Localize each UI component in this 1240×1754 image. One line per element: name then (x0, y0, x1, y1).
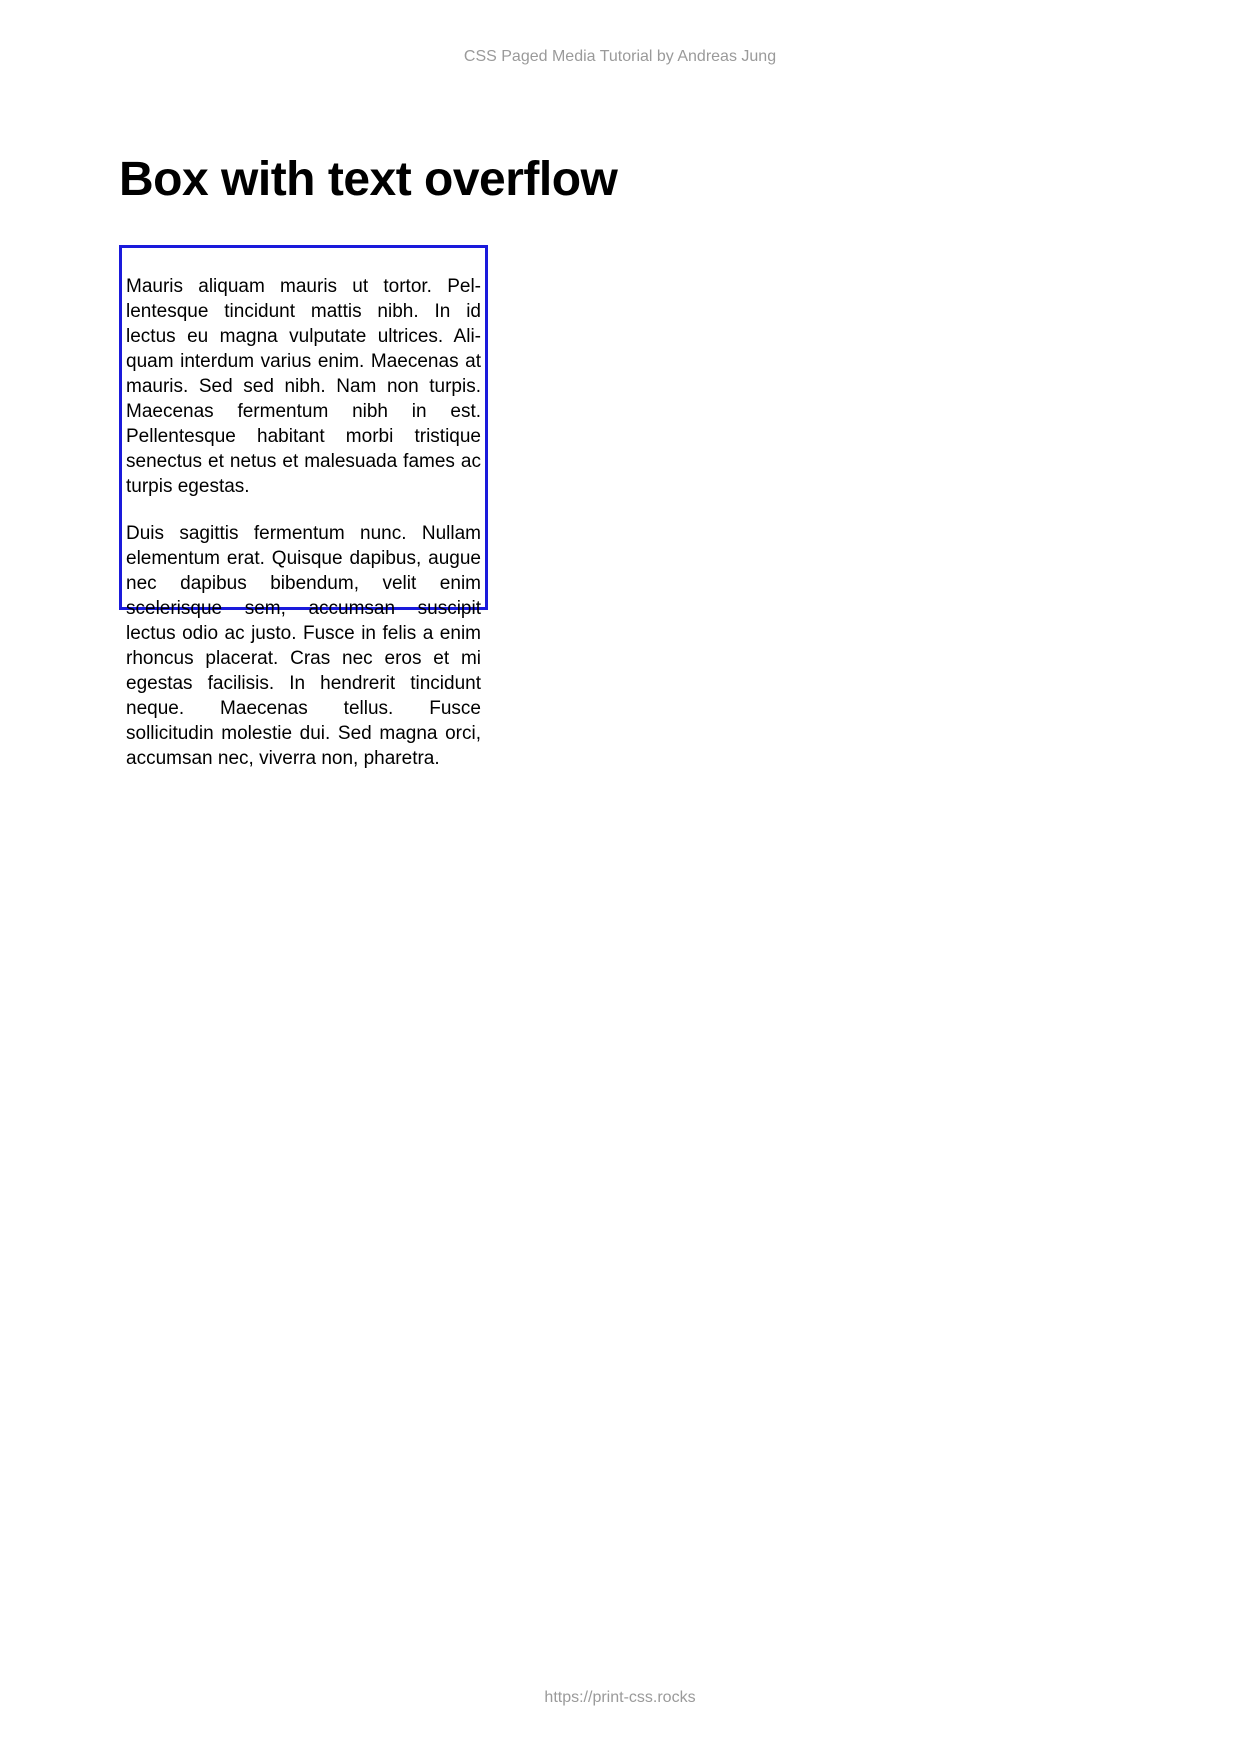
page-title: Box with text overflow (119, 153, 618, 206)
box-paragraph-1: Mauris aliquam mauris ut tortor. Pellentesque tincidunt mattis nibh. In id lectus eu magna vulputate ultrices. Aliquam interdum varius enim. Maecenas at mauris. Sed sed nibh. Nam non turpis. Maecenas fermentum nibh in est. Pellentesque habitant morbi tristique senectus et netus et malesuada fames ac turpis egestas. (126, 276, 481, 497)
overflow-box (119, 245, 488, 769)
box-paragraph-2: Duis sagittis fermentum nunc. Nullam elementum erat. Quisque dapibus, augue nec dapibus bibendum, velit enim scelerisque sem, accumsan suscipit lectus odio ac justo. Fusce in felis a enim rhoncus placerat. Cras nec eros et mi egestas facilisis. In hendrerit tincidunt neque. Maecenas tellus. Fusce sollicitudin molestie dui. Sed magna orci, accumsan nec, viverra non, pharetra. (126, 523, 481, 769)
running-header: CSS Paged Media Tutorial by Andreas Jung (463, 48, 777, 65)
running-footer: https://print-css.rocks (544, 1689, 696, 1706)
